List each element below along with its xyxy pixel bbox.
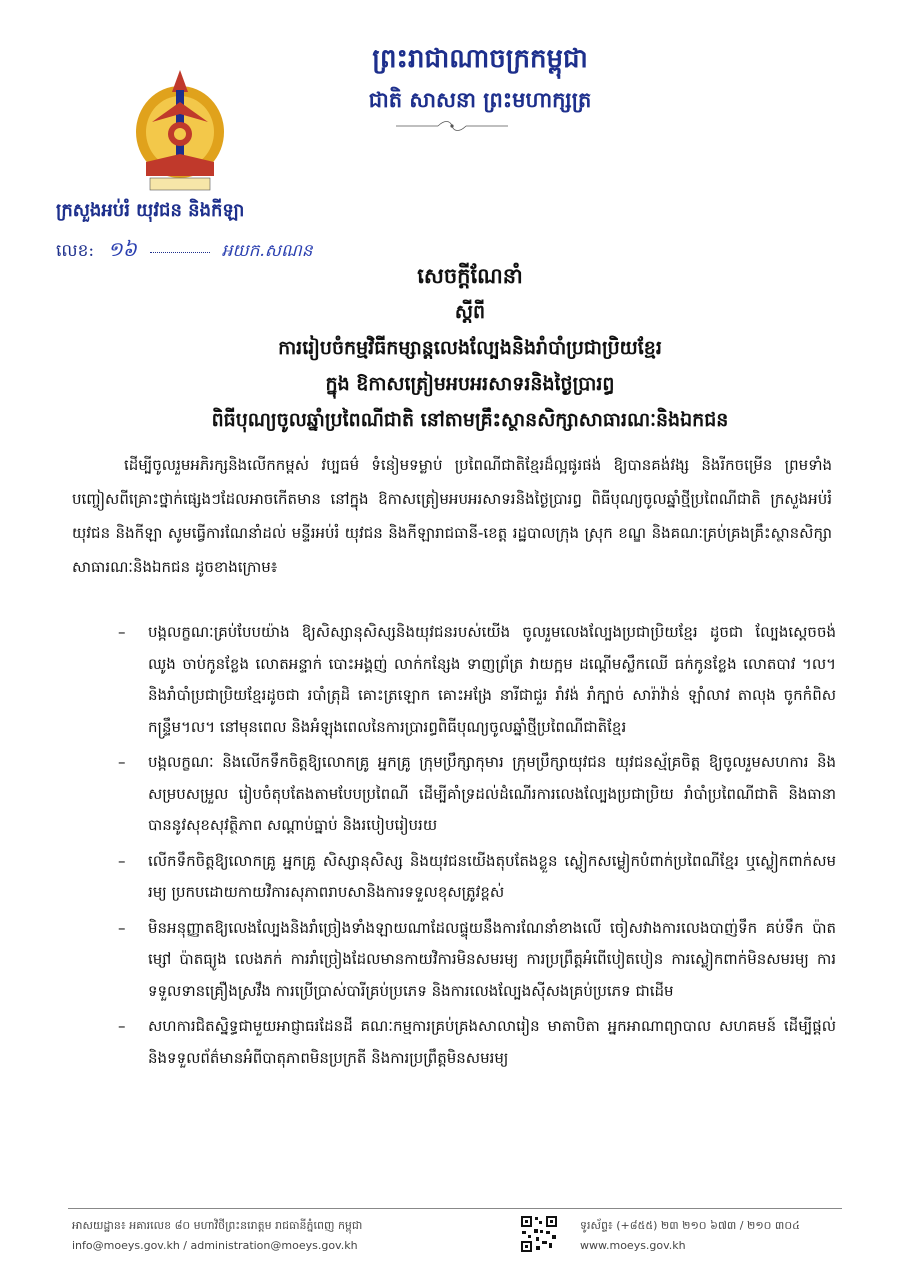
intro-text: ដើម្បីចូលរួមអភិរក្សនិងលើកកម្ពស់ វប្បធម៌ ទំនៀមទម្លាប់ ប្រពៃណីជាតិខ្មែរដ៏ល្អផូរផង់ ឱ្យបានគង់វង្ស និងរីកចម្រើន ព្រមទាំងបញ្ចៀសពីគ្រោះថ្នាក់ផ្សេងៗដែលអាចកើតមាន នៅក្នុង ឱកាសត្រៀមអបអរសាទរនិងថ្ងៃប្រារព្ធ ពិធីបុណ្យចូលឆ្នាំថ្មីប្រពៃណីជាតិ ក្រសួងអប់រំ យុវជន និងកីឡា សូមធ្វើការណែនាំដល់ មន្ទីរអប់រំ យុវជន និងកីឡារាជធានី-ខេត្ត រដ្ឋបាលក្រុង ស្រុក ខណ្ឌ និងគណៈគ្រប់គ្រងគ្រឹះស្ថានសិក្សាសាធារណៈនិងឯកជន ដូចខាងក្រោម៖: [72, 456, 832, 576]
instruction-list: [110, 617, 836, 1078]
document-title: [120, 258, 820, 438]
ref-label: លេខ:: [56, 241, 95, 261]
ref-code: អយក.សណន: [221, 241, 313, 261]
about-heading: ស្ដីពី: [454, 301, 486, 323]
list-item: – មិនអនុញ្ញាតឱ្យលេងល្បែងនិងរាំច្រៀងទាំងឡាយណាដែលផ្ទុយនឹងការណែនាំខាងលើ ចៀសវាងការលេងបាញ់ទឹក គប់ទឹក ប៉ាតម្សៅ ប៉ាតធ្យូង លេងភក់ ការរាំច្រៀងដែលមានកាយវិការមិនសមរម្យ ការប្រព្រឹត្តអំពើបៀតបៀន ការស្លៀកពាក់មិនសមរម្យ ការទទួលទានគ្រឿងស្រវឹង ការប្រើប្រាស់បារីគ្រប់ប្រភេទ និងការលេងល្បែងស៊ីសងគ្រប់ប្រភេទ ជាដើម: [118, 918, 836, 1000]
ministry-name: ក្រសួងអប់រំ យុវជន និងកីឡា: [56, 200, 245, 221]
footer-contact: [72, 1216, 362, 1256]
footer-phone: ទូរស័ព្ទ៖ (+៨៥៥) ២៣ ២១០ ៦៧៣ / ២១០ ៣០៤: [580, 1219, 800, 1232]
list-item: – បង្កលក្ខណៈគ្រប់បែបយ៉ាង ឱ្យសិស្សានុសិស្សនិងយុវជនរបស់យើង ចូលរួមលេងល្បែងប្រជាប្រិយខ្មែរ ដូចជា ល្បែងស្ដេចចង់ ឈូង ចាប់កូនខ្លែង លោតអន្ទាក់ បោះអង្គញ់ លាក់កន្សែង ទាញព្រ័ត្រ វាយក្អម ដណ្ដើមស្លឹកឈើ ធក់កូនខ្លែង លោតបាវ ។ល។ និងរាំបាំប្រជាប្រិយខ្មែរដូចជា របាំត្រុដិ គោះត្រឡោក គោះអង្រែ នារីជាជួរ រាំវង់ រាំក្បាច់ សារ៉ាវ៉ាន់ ឡាំលាវ តាលុង ចូកកំពិស កន្ទ្រឹម។ល។ នៅមុនពេល និងអំឡុងពេលនៃការប្រារព្ធពិធីបុណ្យចូលឆ្នាំថ្មីប្រពៃណីជាតិខ្មែរ: [118, 623, 836, 736]
footer-address: អាសយដ្ឋាន៖ អគារលេខ ៨០ មហាវិថីព្រះនរោត្តម រាជធានីភ្នំពេញ កម្ពុជា: [72, 1219, 363, 1232]
list-item: – សហការជិតស្និទ្ធជាមួយអាជ្ញាធរដែនដី គណៈកម្មការគ្រប់គ្រងសាលារៀន មាតាបិតា អ្នកអាណាព្យាបាល សហគមន៍ ដើម្បីផ្ដល់និងទទួលព័ត៌មានអំពីបាតុភាពមិនប្រក្រតី និងការប្រព្រឹត្តមិនសមរម្យ: [118, 1017, 836, 1067]
footer-emails[interactable]: info@moeys.gov.kh / administration@moeys.gov.kh: [72, 1239, 358, 1252]
title-line-1: ការរៀបចំកម្មវិធីកម្សាន្តលេងល្បែងនិងរាំបាំប្រជាប្រិយខ្មែរ: [278, 337, 662, 359]
doc-type-heading: សេចក្ដីណែនាំ: [417, 263, 523, 288]
ref-dotted-line: [150, 251, 210, 253]
ministry-emblem-icon: [132, 62, 228, 194]
kingdom-heading: ព្រះរាជាណាចក្រកម្ពុជា: [372, 44, 588, 74]
list-item: – បង្កលក្ខណៈ និងលើកទឹកចិត្តឱ្យលោកគ្រូ អ្នកគ្រូ ក្រុមប្រឹក្សាកុមារ ក្រុមប្រឹក្សាយុវជន យុវជនស្ម័គ្រចិត្ត ឱ្យចូលរួមសហការ និងសម្របសម្រួល រៀបចំតុបតែងតាមបែបប្រពៃណី ដើម្បីគាំទ្រដល់ដំណើរការលេងល្បែងប្រជាប្រិយ រាំបាំប្រពៃណីជាតិ និងធានាបាននូវសុខសុវត្ថិភាព សណ្ដាប់ធ្នាប់ និងរបៀបរៀបរយ: [118, 753, 836, 834]
footer-phone-web: [580, 1216, 800, 1256]
ref-number: ១៦: [107, 237, 137, 261]
title-line-2: ក្នុង ឱកាសត្រៀមអបអរសាទរនិងថ្ងៃប្រារព្ធ: [325, 373, 615, 395]
qr-code-icon: [520, 1215, 558, 1253]
title-line-3: ពិធីបុណ្យចូលឆ្នាំប្រពៃណីជាតិ នៅតាមគ្រឹះស្ថានសិក្សាសាធារណៈនិងឯកជន: [211, 409, 729, 431]
footer-website[interactable]: www.moeys.gov.kh: [580, 1239, 686, 1252]
intro-paragraph: [72, 448, 832, 584]
list-item: – លើកទឹកចិត្តឱ្យលោកគ្រូ អ្នកគ្រូ សិស្សានុសិស្ស និងយុវជនយើងតុបតែងខ្លួន ស្លៀកសម្លៀកបំពាក់ប្រពៃណីខ្មែរ ឬស្លៀកពាក់សមរម្យ ប្រកបដោយកាយវិការសុភាពរាបសានិងការទទួលខុសត្រូវខ្ពស់: [118, 851, 836, 901]
ornament-divider-icon: [392, 118, 512, 132]
footer-divider: [68, 1208, 842, 1209]
national-motto: ជាតិ សាសនា ព្រះមហាក្សត្រ: [368, 87, 592, 112]
